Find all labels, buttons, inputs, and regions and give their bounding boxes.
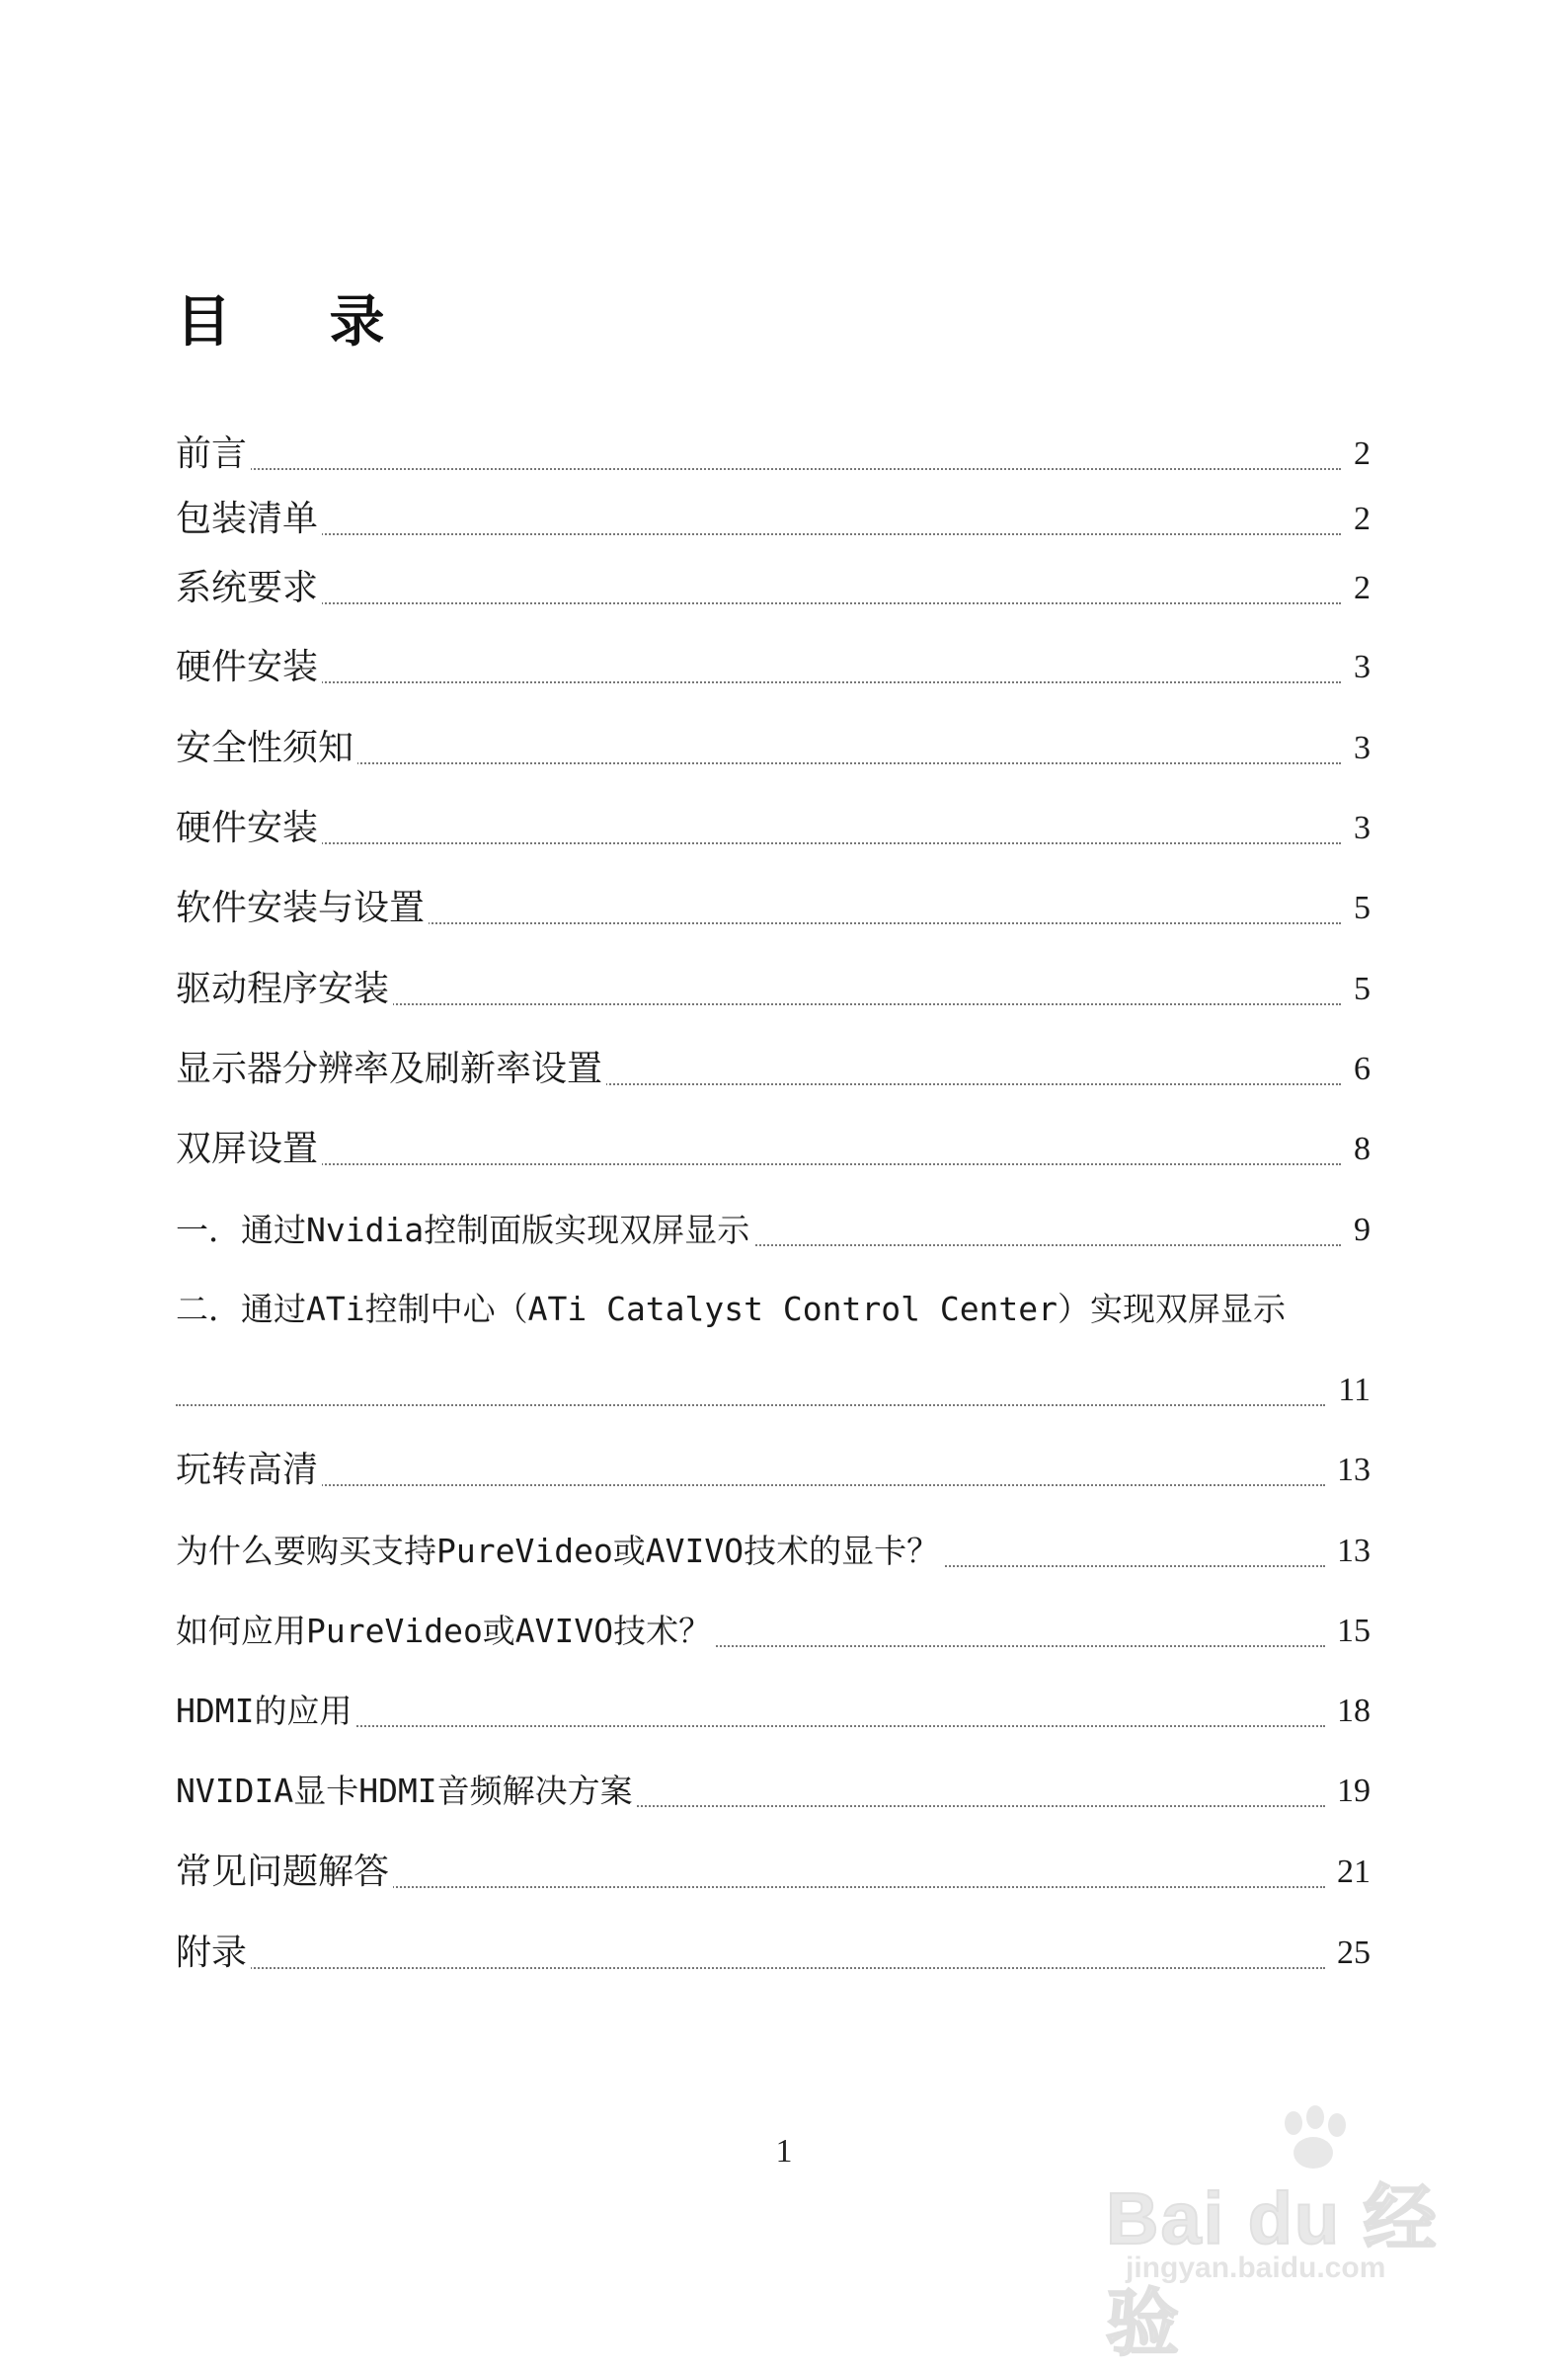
toc-entry-nvidia-dual[interactable]	[176, 1203, 1371, 1254]
toc-entry-foreword[interactable]	[176, 427, 1371, 478]
toc-entry-label: 如何应用PureVideo或AVIVO技术？	[176, 1608, 715, 1655]
toc-entry-page: 25	[1335, 1930, 1371, 1977]
toc-entry-label: 安全性须知	[176, 725, 357, 772]
toc-entry-system-requirements[interactable]	[176, 561, 1371, 612]
toc-entry-how-purevideo[interactable]	[176, 1604, 1371, 1655]
dot-leader	[176, 602, 1341, 604]
toc-entry-label: 前言	[176, 431, 251, 478]
dot-leader	[176, 1967, 1325, 1969]
toc-entry-driver-install[interactable]	[176, 962, 1371, 1013]
toc-entry-label: HDMI的应用	[176, 1688, 355, 1735]
toc-entry-page: 3	[1352, 805, 1371, 852]
toc-entry-page: 21	[1335, 1849, 1371, 1896]
toc-entry-page: 5	[1352, 966, 1371, 1013]
toc-entry-label: 显示器分辨率及刷新率设置	[176, 1046, 606, 1093]
dot-leader	[176, 1404, 1325, 1406]
toc-entry-resolution-refresh[interactable]	[176, 1042, 1371, 1093]
toc-entry-label: 双屏设置	[176, 1126, 322, 1173]
toc-entry-page: 18	[1335, 1688, 1371, 1735]
dot-leader	[176, 468, 1341, 470]
toc-entry-label: 玩转高清	[176, 1447, 322, 1494]
toc-entry-label: 一．通过Nvidia控制面版实现双屏显示	[176, 1207, 753, 1254]
toc-entry-hardware-install[interactable]	[176, 640, 1371, 691]
toc-entry-faq[interactable]	[176, 1845, 1371, 1896]
toc-entry-page: 9	[1352, 1207, 1371, 1254]
toc-entry-page: 2	[1352, 565, 1371, 612]
toc-entry-page: 6	[1352, 1046, 1371, 1093]
toc-entry-page: 13	[1335, 1447, 1371, 1494]
watermark-url: jingyan.baidu.com	[1126, 2252, 1386, 2284]
toc-entry-hd-play[interactable]	[176, 1443, 1371, 1494]
toc-entry-package-list[interactable]	[176, 492, 1371, 543]
toc-entry-label: 硬件安装	[176, 805, 322, 852]
toc-entry-safety[interactable]	[176, 721, 1371, 772]
toc-entry-label: 常见问题解答	[176, 1849, 393, 1896]
toc-entry-hardware-install-2[interactable]	[176, 801, 1371, 852]
toc-entry-label: 软件安装与设置	[176, 885, 429, 932]
dot-leader	[176, 1163, 1341, 1165]
page-title: 目 录	[176, 290, 425, 355]
watermark-logo-text: Bai du 经验	[1106, 2177, 1439, 2364]
baidu-jingyan-watermark	[1106, 2103, 1491, 2364]
toc-entry-page: 2	[1352, 496, 1371, 543]
toc-entry-page: 3	[1352, 725, 1371, 772]
dot-leader	[176, 1484, 1325, 1486]
toc-entry-label: 驱动程序安装	[176, 966, 393, 1013]
toc-entry-ati-dual[interactable]	[176, 1363, 1371, 1414]
toc-entry-page: 3	[1352, 644, 1371, 691]
dot-leader	[176, 533, 1341, 535]
toc-entry-page: 5	[1352, 885, 1371, 932]
toc-entry-appendix[interactable]	[176, 1926, 1371, 1977]
toc-entry-label: 系统要求	[176, 565, 322, 612]
toc-entry-page: 11	[1336, 1367, 1371, 1414]
toc-entry-label: 硬件安装	[176, 644, 322, 691]
toc-entry-why-purevideo[interactable]	[176, 1524, 1371, 1575]
toc-entry-label: 附录	[176, 1930, 251, 1977]
toc-entry-dual-screen[interactable]	[176, 1122, 1371, 1173]
toc-entry-label: 为什么要购买支持PureVideo或AVIVO技术的显卡？	[176, 1528, 943, 1575]
dot-leader	[176, 842, 1341, 844]
toc-entry-label: NVIDIA显卡HDMI音频解决方案	[176, 1768, 637, 1815]
page-number: 1	[775, 2133, 793, 2170]
toc-entry-label: 包装清单	[176, 496, 322, 543]
toc-entry-page: 8	[1352, 1126, 1371, 1173]
toc-entry-software-setup[interactable]	[176, 881, 1371, 932]
toc-entry-page: 15	[1335, 1608, 1371, 1655]
toc-entry-page: 13	[1335, 1528, 1371, 1575]
toc-entry-hdmi[interactable]	[176, 1684, 1371, 1735]
toc-entry-page: 19	[1335, 1768, 1371, 1815]
toc-entry-ati-dual-label[interactable]: 二．通过ATi控制中心（ATi Catalyst Control Center）实现双屏显示	[176, 1290, 1287, 1328]
toc-entry-page: 2	[1352, 431, 1371, 478]
dot-leader	[176, 681, 1341, 683]
toc-entry-nvidia-hdmi-audio[interactable]	[176, 1764, 1371, 1815]
